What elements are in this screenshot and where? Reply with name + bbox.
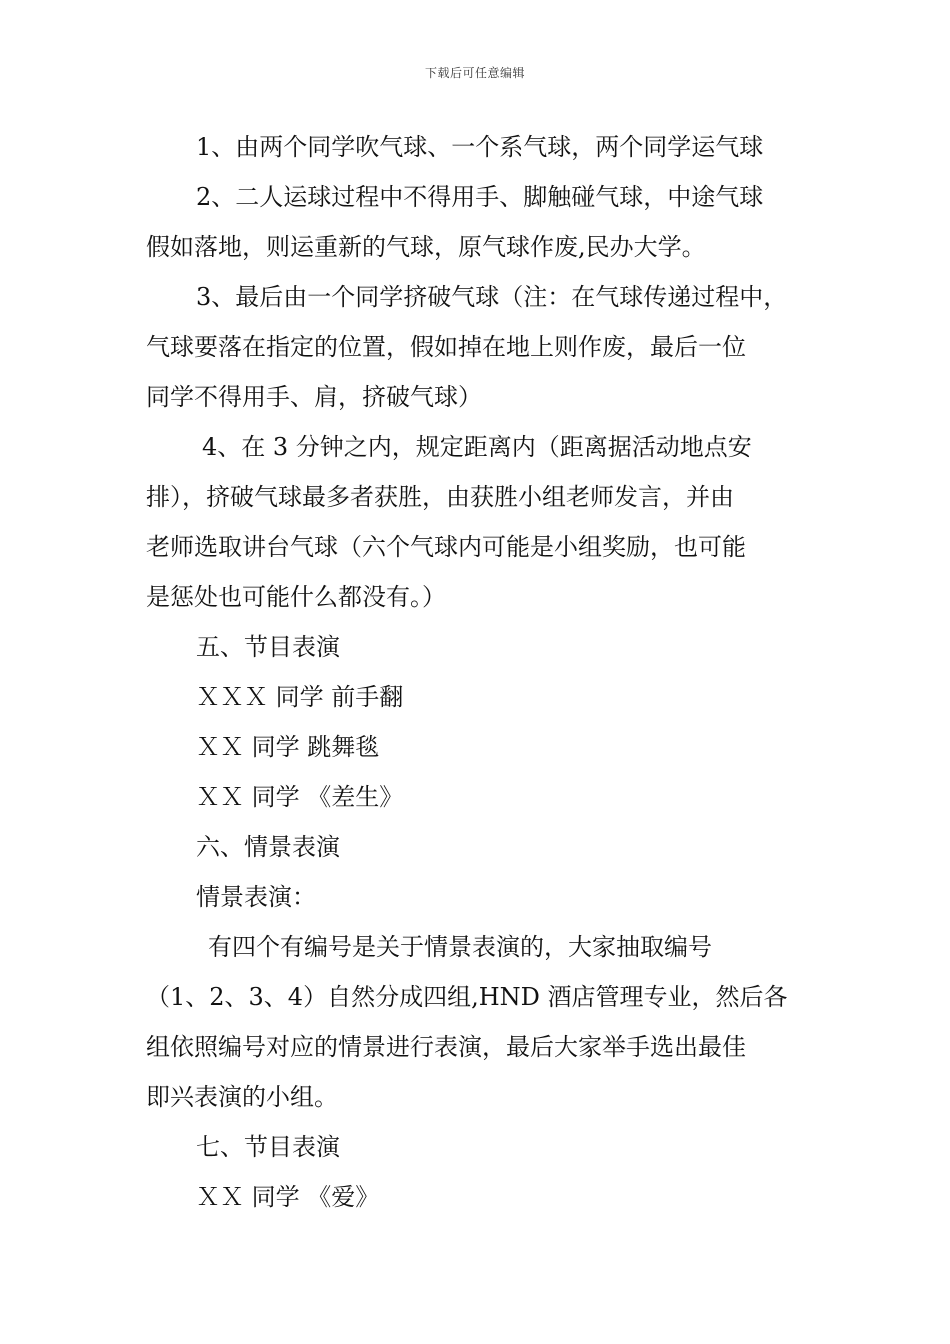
performance-item-4: ＸＸ 同学 《爱》 <box>196 1183 380 1211</box>
scene-desc-line-2: （1、2、3、4）自然分成四组,HND 酒店管理专业，然后各 <box>146 983 788 1011</box>
performance-item-1: ＸＸＸ 同学 前手翻 <box>196 683 404 711</box>
rule-3-line-1: 3、最后由一个同学挤破气球（注：在气球传递过程中， <box>196 283 788 311</box>
rule-4-line-2: 排），挤破气球最多者获胜，由获胜小组老师发言，并由 <box>146 483 734 511</box>
rule-1-line: 1、由两个同学吹气球、一个系气球，两个同学运气球 <box>196 133 764 161</box>
rule-2-line-2: 假如落地，则运重新的气球，原气球作废,民办大学。 <box>146 233 706 261</box>
rule-2-line-1: 2、二人运球过程中不得用手、脚触碰气球，中途气球 <box>196 183 764 211</box>
rule-4-line-4: 是惩处也可能什么都没有。） <box>146 583 446 611</box>
page-header: 下载后可任意编辑 <box>424 66 525 80</box>
performance-item-2: ＸＸ 同学 跳舞毯 <box>196 733 380 761</box>
section-7-heading: 七、节目表演 <box>196 1133 340 1161</box>
rule-3-line-3: 同学不得用手、肩，挤破气球） <box>146 383 482 411</box>
scene-subheading: 情景表演： <box>196 883 316 911</box>
section-6-heading: 六、情景表演 <box>196 833 340 861</box>
performance-item-3: ＸＸ 同学 《差生》 <box>196 783 404 811</box>
rule-4-line-1: 4、在 3 分钟之内，规定距离内（距离据活动地点安 <box>202 433 752 461</box>
scene-desc-line-4: 即兴表演的小组。 <box>146 1083 338 1111</box>
scene-desc-line-3: 组依照编号对应的情景进行表演，最后大家举手选出最佳 <box>146 1033 746 1061</box>
scene-desc-line-1: 有四个有编号是关于情景表演的，大家抽取编号 <box>208 933 712 961</box>
rule-3-line-2: 气球要落在指定的位置，假如掉在地上则作废，最后一位 <box>146 333 746 361</box>
section-5-heading: 五、节目表演 <box>196 633 340 661</box>
rule-4-line-3: 老师选取讲台气球（六个气球内可能是小组奖励，也可能 <box>146 533 746 561</box>
document-body <box>146 122 816 1222</box>
